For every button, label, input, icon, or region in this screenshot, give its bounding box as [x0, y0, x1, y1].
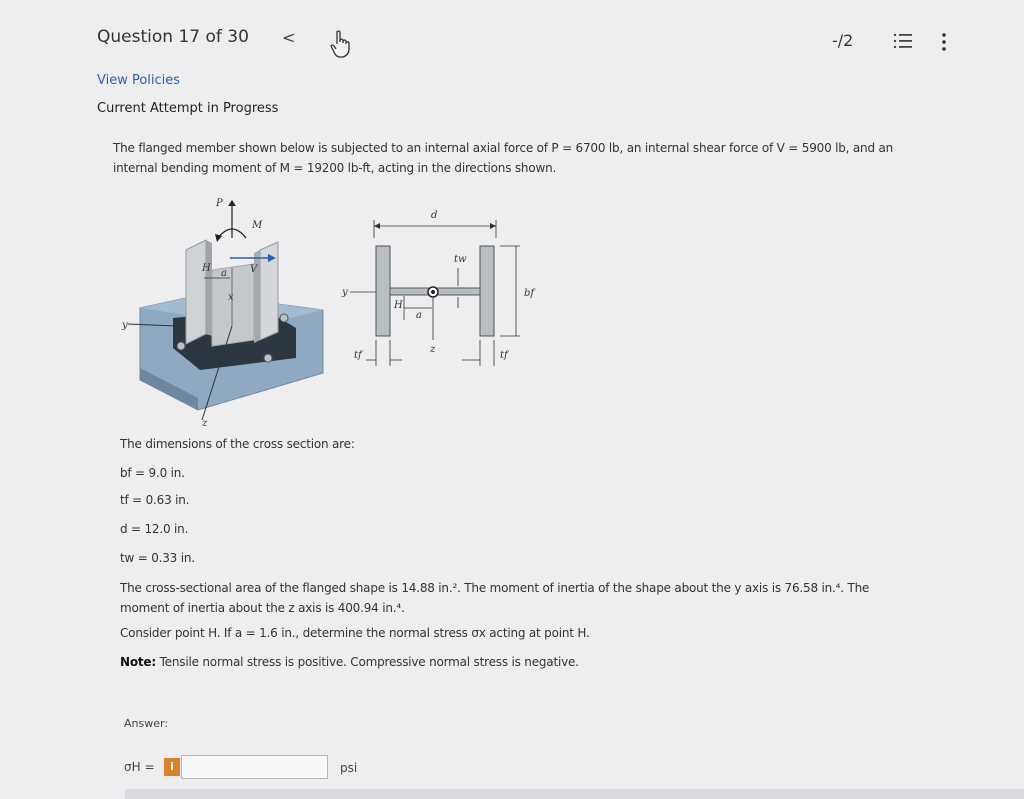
label-z-section: z [430, 344, 436, 355]
label-a-section: a [416, 310, 422, 321]
sigma-h-label: σH = [124, 760, 155, 774]
label-V: V [250, 264, 258, 275]
problem-line-1: The flanged member shown below is subjected to an internal axial force of P = 6700 lb, an internal shear force of V = 5900 lb, and an [113, 141, 894, 155]
problem-statement [113, 138, 953, 178]
dimensions-heading: The dimensions of the cross section are: [120, 437, 355, 451]
question-counter: Question 17 of 30 [97, 27, 249, 47]
label-H-section: H [394, 300, 403, 311]
label-P: P [216, 198, 223, 209]
label-z: z [202, 418, 208, 428]
label-M: M [252, 220, 263, 231]
info-icon[interactable]: i [164, 758, 180, 776]
attempt-status: Current Attempt in Progress [97, 101, 279, 116]
dimension-d: d = 12.0 in. [120, 522, 189, 536]
properties-line-1: The cross-sectional area of the flanged shape is 14.88 in.². The moment of inertia of the shape about the y axis is 76.58 in.⁴. The [120, 581, 870, 595]
top-bar [0, 0, 1024, 68]
hand-pointer-icon [329, 28, 351, 58]
list-icon[interactable] [893, 32, 913, 50]
label-tf-right: tf [500, 350, 508, 361]
flanged-member-3d-figure [118, 198, 328, 428]
answer-label: Answer: [124, 717, 169, 730]
label-y-section: y [342, 287, 348, 298]
label-tf-left: tf [354, 350, 362, 361]
section-properties [120, 578, 920, 618]
sigma-h-input[interactable] [181, 755, 328, 779]
more-vertical-icon[interactable] [940, 32, 948, 52]
label-tw: tw [454, 254, 467, 265]
note [120, 652, 920, 672]
view-policies-link[interactable]: View Policies [97, 73, 181, 88]
dimension-bf: bf = 9.0 in. [120, 466, 185, 480]
problem-line-2: internal bending moment of M = 19200 lb-ft, acting in the directions shown. [113, 161, 557, 175]
bottom-bar [125, 789, 1024, 799]
label-H: H [202, 263, 211, 274]
label-d: d [431, 210, 438, 221]
label-a: a [221, 268, 227, 279]
properties-line-2: moment of inertia about the z axis is 400.94 in.⁴. [120, 601, 405, 615]
note-text: Tensile normal stress is positive. Compressive normal stress is negative. [159, 655, 579, 669]
question-points: -/2 [832, 31, 854, 50]
dimension-tf: tf = 0.63 in. [120, 493, 190, 507]
units-label: psi [340, 761, 358, 775]
label-y: y [122, 320, 128, 331]
note-label: Note: [120, 655, 156, 669]
label-bf: bf [524, 288, 535, 299]
question-prompt: Consider point H. If a = 1.6 in., determine the normal stress σx acting at point H. [120, 626, 590, 640]
label-x: x [228, 292, 234, 303]
dimension-tw: tw = 0.33 in. [120, 551, 195, 565]
previous-question-button[interactable]: < [282, 28, 296, 47]
cross-section-figure [340, 208, 540, 378]
